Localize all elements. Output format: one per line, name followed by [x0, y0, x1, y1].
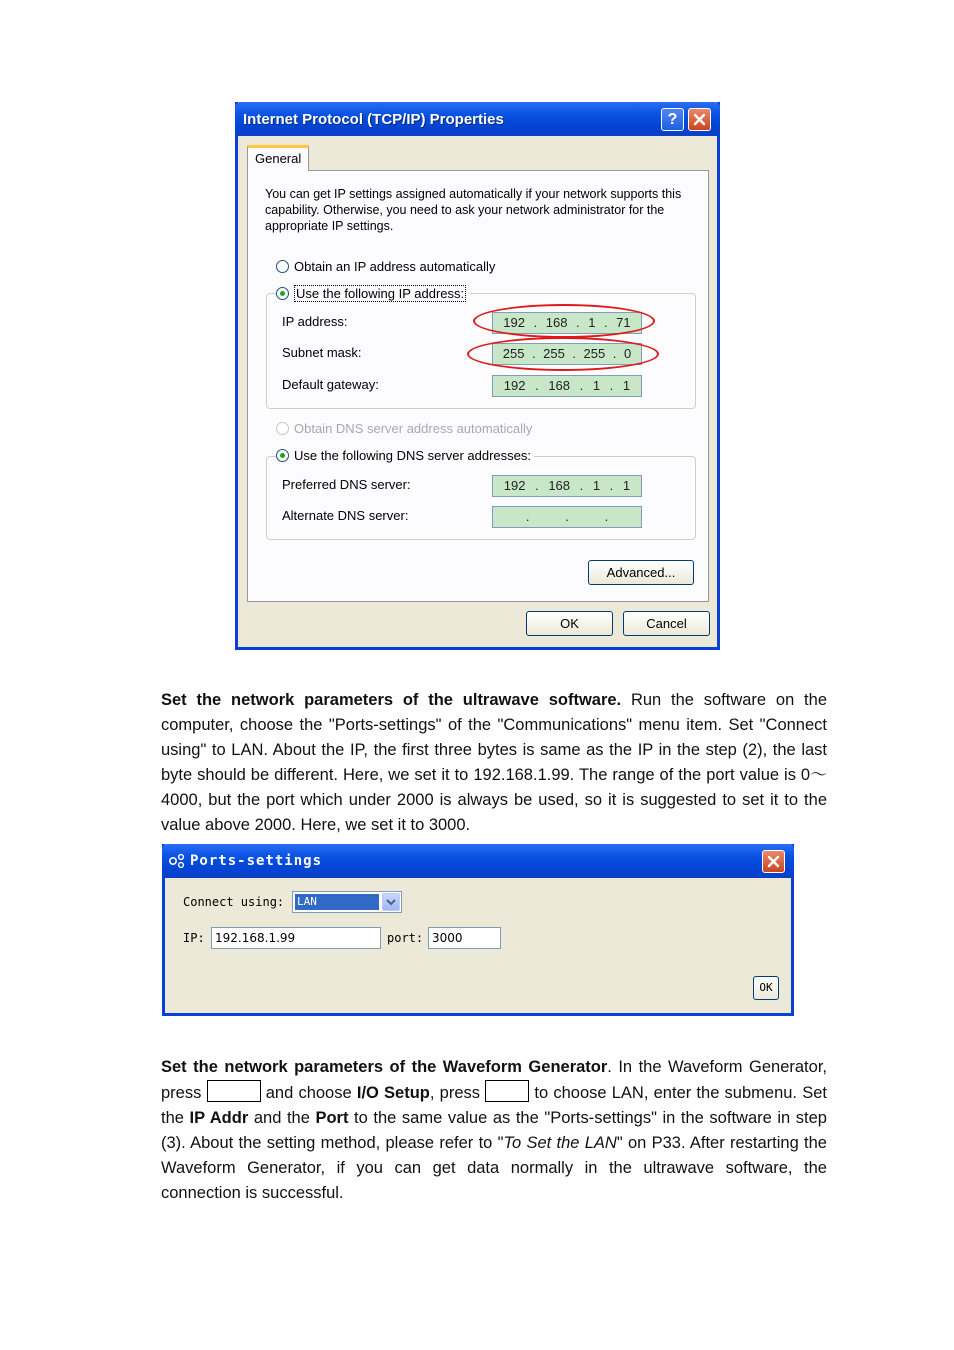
default-gateway-field[interactable]: 192 . 168 . 1 . 1 — [492, 375, 642, 397]
octet: 192 — [503, 315, 525, 330]
octet: 1 — [592, 378, 601, 393]
subnet-mask-field[interactable]: 255 . 255 . 255 . 0 — [492, 343, 642, 365]
radio-indicator — [276, 287, 289, 300]
octet: 168 — [548, 378, 571, 393]
subnet-mask-label: Subnet mask: — [282, 345, 362, 360]
ip-address-label: IP address: — [282, 314, 348, 329]
ip-input[interactable]: 192.168.1.99 — [211, 927, 381, 949]
dialog-titlebar — [162, 844, 794, 878]
octet: 168 — [548, 478, 571, 493]
dropdown-button[interactable] — [382, 893, 400, 911]
octet: 1 — [588, 315, 596, 330]
paragraph-ultrawave-settings — [161, 688, 827, 838]
connect-using-value: LAN — [295, 894, 379, 910]
paragraph-text: and choose — [260, 1084, 357, 1102]
port-input[interactable]: 3000 — [428, 927, 501, 949]
octet: 255 — [543, 346, 565, 361]
mask-highlight-ellipse — [467, 337, 659, 371]
close-icon — [767, 855, 780, 868]
cancel-button[interactable]: Cancel — [623, 611, 710, 636]
ip-address-group — [266, 293, 696, 409]
octet: 1 — [592, 478, 601, 493]
help-icon: ? — [667, 111, 678, 128]
radio-indicator — [276, 449, 289, 462]
paragraph-text: to choose — [529, 1084, 612, 1102]
octet: 255 — [502, 346, 525, 361]
octet: 0 — [623, 346, 632, 361]
radio-label: Use the following IP address: — [296, 286, 465, 301]
io-setup-term: I/O Setup — [356, 1084, 430, 1102]
tcpip-properties-dialog — [235, 102, 720, 650]
radio-label: Obtain DNS server address automatically — [294, 421, 533, 436]
octet: 192 — [503, 378, 526, 393]
dns-server-group — [266, 456, 696, 540]
general-tab-panel — [247, 170, 709, 602]
paragraph-text: and the — [248, 1109, 316, 1127]
chevron-down-icon — [383, 894, 399, 910]
paragraph-text: , press — [429, 1084, 486, 1102]
octet: 192 — [503, 478, 526, 493]
octet: 71 — [616, 315, 631, 330]
radio-use-following-dns[interactable] — [276, 448, 534, 463]
octet: 255 — [583, 346, 606, 361]
ip-label: IP: — [183, 931, 205, 945]
paragraph-text: Run the software on the computer, choose the "Ports-settings" of the "Communications" menu item. Set "Connect using" to LAN. About the IP, the first three bytes is same as the IP in the step (2), the last byte should be different. Here, we set it to 192.168.1.99. The range of the port value is 0～4000, but the port which under 2000 is always be used, so it is suggested to set it to the value above 2000. Here, we set it to 3000. — [161, 691, 827, 834]
octet: 168 — [545, 315, 568, 330]
port-label: port: — [387, 931, 424, 945]
paragraph-text: to the same value as the "Ports-settings" in the software in step (3). About the setting method, please refer to " — [161, 1109, 827, 1152]
ports-settings-dialog — [162, 844, 794, 1016]
help-button[interactable] — [661, 108, 684, 131]
paragraph-heading: Set the network parameters of the ultrawave software. — [161, 691, 622, 709]
octet: 1 — [622, 378, 631, 393]
paragraph-text: , enter the submenu. Set the — [161, 1084, 827, 1127]
close-icon — [693, 113, 706, 126]
softkey-button[interactable] — [485, 1080, 529, 1102]
dialog-title: Ports-settings — [190, 853, 323, 869]
close-button[interactable] — [762, 850, 785, 873]
connect-using-label: Connect using: — [183, 895, 285, 909]
paragraph-text: " on P33. After restarting the Waveform Generator, if you can get data normally in the ultrawave software, the connection is successful. — [161, 1134, 827, 1202]
intro-text: You can get IP settings assigned automatically if your network supports this capability. Otherwise, you need to ask your network administrator for the appropriate IP settings. — [265, 187, 682, 233]
paragraph-heading: Set the network parameters of the Waveform Generator — [161, 1058, 608, 1076]
radio-obtain-ip-auto[interactable] — [276, 259, 495, 274]
lan-term: LAN — [611, 1084, 644, 1102]
radio-label: Use the following DNS server addresses: — [294, 448, 531, 463]
octet: 1 — [622, 478, 631, 493]
ok-button[interactable]: OK — [526, 611, 613, 636]
radio-label: Obtain an IP address automatically — [294, 259, 496, 274]
dialog-titlebar — [235, 102, 720, 136]
connect-using-select[interactable] — [292, 891, 402, 913]
ip-address-field[interactable]: 192 . 168 . 1 . 71 — [492, 312, 642, 334]
preferred-dns-label: Preferred DNS server: — [282, 477, 411, 492]
radio-use-following-ip[interactable] — [276, 285, 469, 302]
advanced-button[interactable]: Advanced... — [588, 560, 694, 585]
section-reference: To Set the LAN — [503, 1134, 617, 1152]
port-term: Port — [315, 1109, 349, 1127]
alternate-dns-label: Alternate DNS server: — [282, 508, 409, 523]
radio-indicator — [276, 422, 289, 435]
radio-indicator — [276, 260, 289, 273]
paragraph-text: . In the Waveform Generator, press — [161, 1058, 827, 1102]
default-gateway-label: Default gateway: — [282, 377, 379, 392]
ports-icon — [168, 853, 186, 869]
tab-general[interactable]: General — [247, 145, 309, 171]
ip-addr-term: IP Addr — [189, 1109, 249, 1127]
radio-obtain-dns-auto[interactable] — [276, 421, 532, 436]
close-button[interactable] — [688, 108, 711, 131]
paragraph-generator-settings — [161, 1055, 827, 1206]
utility-key-button[interactable] — [207, 1080, 261, 1102]
alternate-dns-field[interactable]: . . . — [492, 506, 642, 528]
dialog-title: Internet Protocol (TCP/IP) Properties — [243, 111, 504, 128]
ok-button[interactable]: OK — [753, 976, 779, 1000]
preferred-dns-field[interactable]: 192 . 168 . 1 . 1 — [492, 475, 642, 497]
ip-highlight-ellipse — [473, 304, 655, 338]
